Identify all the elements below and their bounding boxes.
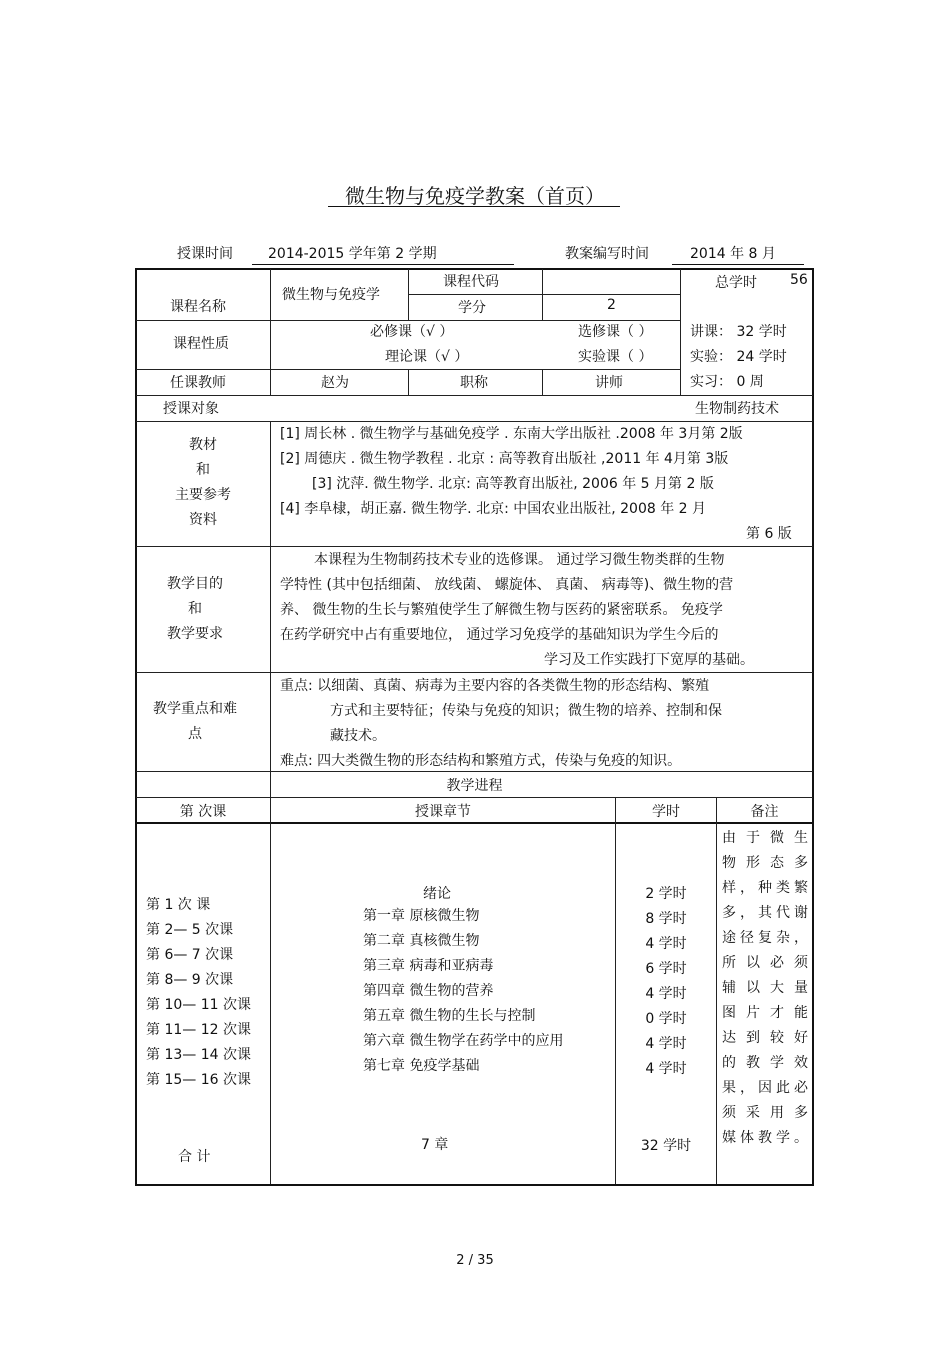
table-line: [136, 771, 813, 772]
target-label: 授课对象: [163, 401, 219, 417]
key-points-line-2: 方式和主要特征；传染与免疫的知识；微生物的培养、控制和保: [330, 703, 722, 719]
goals-label: 教学目的 和 教学要求: [167, 576, 223, 642]
session-item: 第 13— 14 次课: [146, 1047, 251, 1063]
table-vline: [270, 269, 271, 396]
reference-1: [1] 周长林 . 微生物学与基础免疫学 . 东南大学出版社 .2008 年 3月第 2版: [280, 426, 743, 442]
table-line: [408, 294, 680, 295]
teacher-label: 任课教师: [170, 375, 226, 391]
chapter-item: 第三章 病毒和亚病毒: [363, 958, 494, 974]
table-line: [136, 797, 813, 798]
table-vline: [542, 269, 543, 321]
col-header-notes: 备注: [750, 804, 779, 820]
rank-value: 讲师: [595, 375, 623, 391]
chapter-item: 第一章 原核微生物: [363, 908, 480, 924]
chapter-item: 第二章 真核微生物: [363, 933, 480, 949]
required-course: 必修课（√ ）: [370, 324, 454, 340]
table-line: [136, 546, 813, 547]
table-line: [136, 672, 813, 673]
hours-item: 4 学时: [645, 986, 687, 1002]
teaching-time-underline: [252, 264, 514, 265]
total-hours: 32 学时: [640, 1138, 692, 1154]
notes-text: 由 于 微 生 物 形 态 多 样，种类繁 多，其代谢 途径复杂， 所 以 必 须 辅 以 大 量 图 片 才 能 达 到 较 好 的 教 学 效 果，因此必 须 采 用 多 媒体教学。: [722, 830, 808, 1146]
table-vline: [270, 797, 271, 1184]
key-points-line-3: 藏技术。: [330, 728, 386, 744]
hours-item: 4 学时: [645, 936, 687, 952]
sessions-list: [146, 893, 251, 1093]
chapters-list: [363, 904, 563, 1079]
hours-item: 6 学时: [645, 961, 687, 977]
table-line: [136, 822, 813, 824]
table-vline: [270, 421, 271, 797]
table-vline: [542, 369, 543, 396]
session-item: 第 8— 9 次课: [146, 972, 234, 988]
hours-item: 4 学时: [645, 1036, 687, 1052]
goals-line-4: 在药学研究中占有重要地位， 通过学习免疫学的基础知识为学生今后的: [280, 627, 719, 643]
course-name-value: 微生物与免疫学: [282, 287, 380, 303]
chapter-intro: 绪论: [423, 886, 451, 902]
plan-date-value: 2014 年 8 月: [690, 246, 776, 262]
hours-list: [616, 882, 716, 1082]
chapter-item: 第五章 微生物的生长与控制: [363, 1008, 536, 1024]
col-header-session: 第 次课: [179, 804, 227, 820]
table-vline: [408, 369, 409, 396]
reference-3: [3] 沈萍. 微生物学. 北京: 高等教育出版社, 2006 年 5 月第 2 版: [312, 476, 714, 492]
session-item: 第 11— 12 次课: [146, 1022, 251, 1038]
hours-item: 4 学时: [645, 1061, 687, 1077]
experiment-course: 实验课（ ）: [578, 349, 653, 365]
table-vline: [716, 797, 717, 1184]
teaching-time-label: 授课时间: [177, 246, 233, 262]
table-bottom-border: [135, 1184, 814, 1186]
target-value: 生物制药技术: [695, 401, 779, 417]
teaching-time-value: 2014-2015 学年第 2 学期: [268, 246, 437, 262]
key-points-label: 教学重点和难 点: [153, 701, 237, 742]
materials-label: 教材 和 主要参考 资料: [175, 437, 231, 528]
goals-line-5: 学习及工作实践打下宽厚的基础。: [544, 652, 754, 668]
session-item: 第 15— 16 次课: [146, 1072, 251, 1088]
goals-line-1: 本课程为生物制药技术专业的选修课。 通过学习微生物类群的生物: [314, 552, 725, 568]
practice-weeks: 实习： 0 周: [690, 374, 764, 390]
theory-course: 理论课（√ ）: [385, 349, 469, 365]
total-chapters: 7 章: [421, 1137, 449, 1153]
col-header-chapter: 授课章节: [415, 804, 471, 820]
table-vline: [680, 269, 681, 396]
chapter-item: 第七章 免疫学基础: [363, 1058, 480, 1074]
table-top-border: [135, 268, 814, 270]
table-vline: [408, 269, 409, 321]
progress-title: 教学进程: [446, 778, 503, 794]
elective-course: 选修课（ ）: [578, 324, 653, 340]
credit-value: 2: [607, 297, 616, 313]
lab-hours: 实验： 24 学时: [690, 349, 787, 365]
rank-label: 职称: [460, 375, 488, 391]
col-header-hours: 学时: [652, 804, 680, 820]
session-item: 第 10— 11 次课: [146, 997, 251, 1013]
total-hours-label: 总学时: [715, 275, 757, 291]
teacher-value: 赵为: [321, 375, 349, 391]
session-item: 第 6— 7 次课: [146, 947, 234, 963]
title-underline: [328, 206, 620, 207]
credit-label: 学分: [458, 300, 486, 316]
page-number: 2 / 35: [456, 1253, 494, 1268]
reference-4-edition: 第 6 版: [746, 526, 792, 542]
lecture-hours: 讲课： 32 学时: [690, 324, 787, 340]
goals-line-2: 学特性 (其中包括细菌、 放线菌、 螺旋体、 真菌、 病毒等)、微生物的营: [280, 577, 734, 593]
hours-item: 0 学时: [645, 1011, 687, 1027]
table-line: [136, 421, 813, 422]
session-item: 第 2— 5 次课: [146, 922, 234, 938]
difficulty-line: 难点: 四大类微生物的形态结构和繁殖方式，传染与免疫的知识。: [280, 753, 682, 769]
reference-4: [4] 李阜棣，胡正嘉. 微生物学. 北京: 中国农业出版社, 2008 年 2 月: [280, 501, 707, 517]
course-nature-label: 课程性质: [173, 336, 229, 352]
hours-item: 2 学时: [645, 886, 687, 902]
hours-item: 8 学时: [645, 911, 687, 927]
chapter-item: 第四章 微生物的营养: [363, 983, 494, 999]
total-label: 合 计: [178, 1149, 211, 1165]
page-title: 微生物与免疫学教案（首页）: [345, 184, 605, 208]
course-name-label: 课程名称: [170, 299, 226, 315]
session-item: 第 1 次 课: [146, 897, 211, 913]
reference-2: [2] 周德庆 . 微生物学教程 . 北京 : 高等教育出版社 ,2011 年 4月第 3版: [280, 451, 729, 467]
plan-date-underline: [672, 264, 804, 265]
total-hours-value: 56: [790, 272, 808, 288]
goals-line-3: 养、 微生物的生长与繁殖使学生了解微生物与医药的紧密联系。 免疫学: [280, 602, 723, 618]
table-right-border: [812, 268, 814, 1185]
table-line: [136, 395, 813, 396]
chapter-item: 第六章 微生物学在药学中的应用: [363, 1033, 564, 1049]
key-points-line-1: 重点: 以细菌、真菌、病毒为主要内容的各类微生物的形态结构、繁殖: [280, 678, 710, 694]
course-code-label: 课程代码: [443, 274, 499, 290]
plan-date-label: 教案编写时间: [565, 246, 649, 262]
